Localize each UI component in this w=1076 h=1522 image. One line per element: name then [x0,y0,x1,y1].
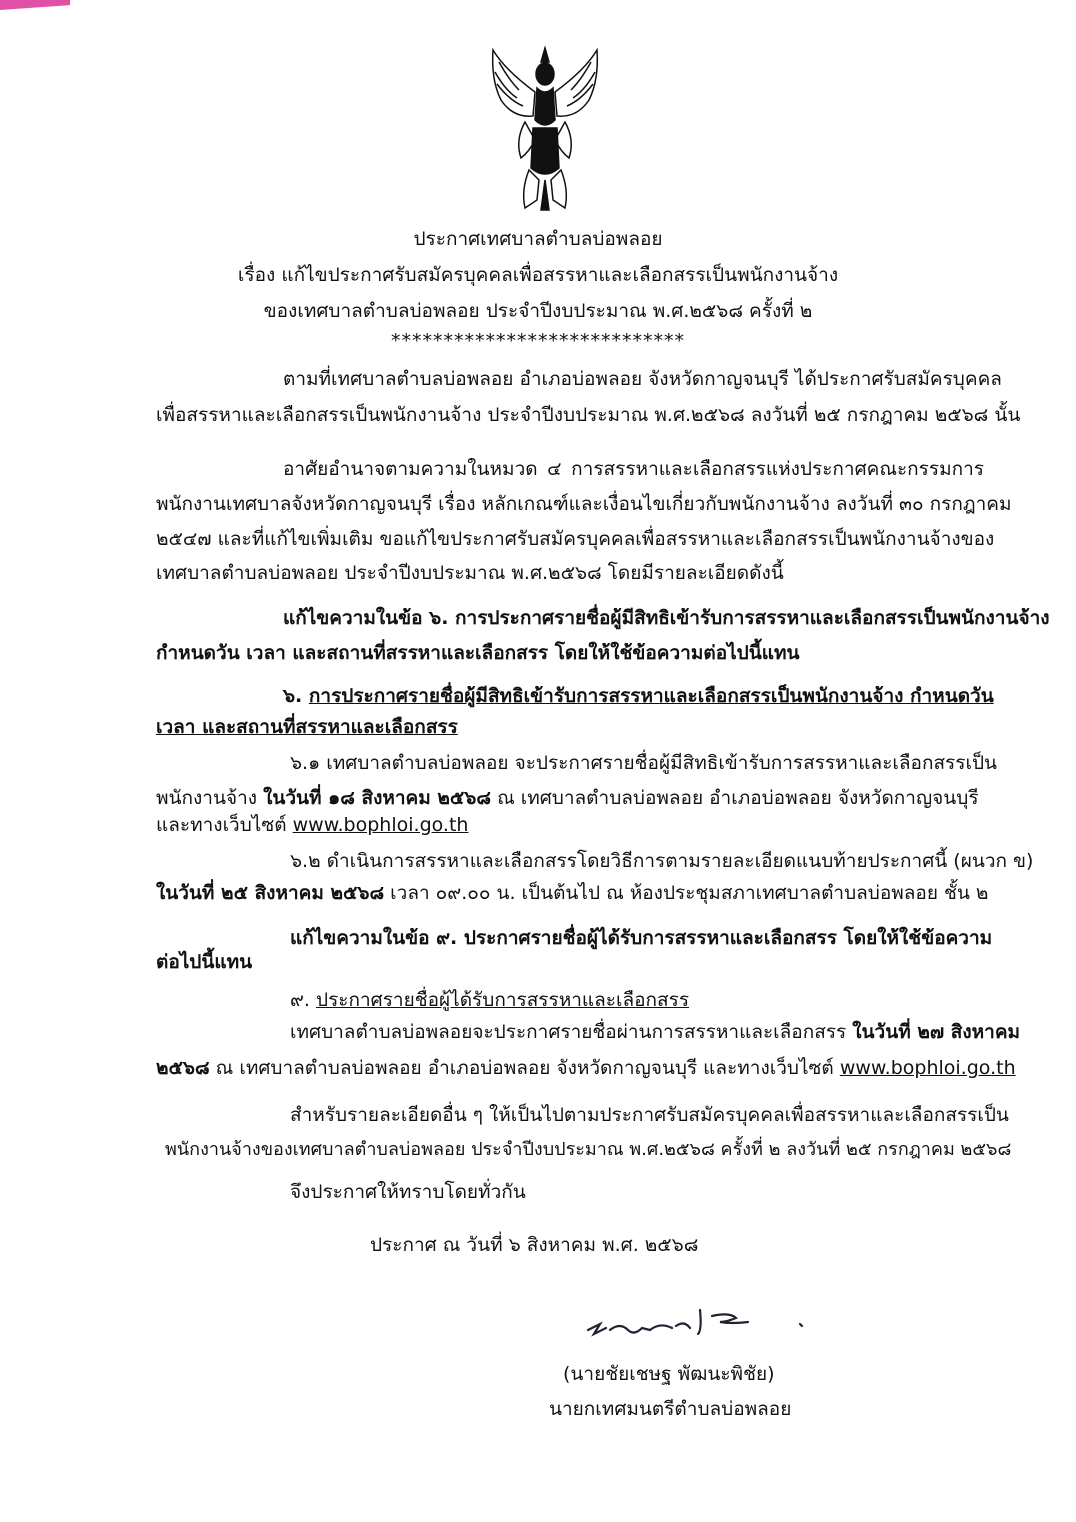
section-6-1-website-label: และทางเว็บไซต์ [156,814,287,836]
section-9-title: ประกาศรายชื่อผู้ได้รับการสรรหาและเลือกสรร [316,989,690,1011]
section-9-number: ๙. [290,989,310,1011]
section-6-2-date: ในวันที่ ๒๕ สิงหาคม ๒๕๖๘ [156,882,385,904]
paragraph-2-line-4: เทศบาลตำบลบ่อพลอย ประจำปีงบประมาณ พ.ศ.๒๕๖๘ โดยมีรายละเอียดดังนี้ [156,562,784,584]
garuda-emblem-icon [485,40,605,215]
announcement-date: ประกาศ ณ วันที่ ๖ สิงหาคม พ.ศ. ๒๕๖๘ [370,1234,699,1256]
section-6-title: การประกาศรายชื่อผู้มีสิทธิเข้ารับการสรรหาและเลือกสรรเป็นพนักงานจ้าง กำหนดวัน [308,685,994,707]
section-6-2-line-2 [156,880,989,906]
section-6-1-line-2-a: พนักงานจ้าง [156,787,258,809]
section-6-1-date: ในวันที่ ๑๘ สิงหาคม ๒๕๖๘ [263,787,492,809]
signer-position: นายกเทศมนตรีตำบลบ่อพลอย [549,1398,792,1420]
section-6-heading-line-2: เวลา และสถานที่สรรหาและเลือกสรร [156,716,458,738]
signature [580,1300,830,1350]
paragraph-2-line-2: พนักงานเทศบาลจังหวัดกาญจนบุรี เรื่อง หลักเกณฑ์และเงื่อนไขเกี่ยวกับพนักงานจ้าง ลงวันที่ ๓๐ กรกฎาคม [156,493,1012,515]
paragraph-4-line-1: แก้ไขความในข้อ ๙. ประกาศรายชื่อผู้ได้รับการสรรหาและเลือกสรร โดยให้ใช้ข้อความ [290,927,993,949]
section-6-heading-line-1 [283,683,994,709]
signer-name: (นายชัยเชษฐ พัฒนะพิชัย) [563,1363,775,1385]
paragraph-5-line-1: สำหรับรายละเอียดอื่น ๆ ให้เป็นไปตามประกาศรับสมัครบุคคลเพื่อสรรหาและเลือกสรรเป็น [290,1104,1009,1126]
section-6-1-line-1: ๖.๑ เทศบาลตำบลบ่อพลอย จะประกาศรายชื่อผู้มีสิทธิเข้ารับการสรรหาและเลือกสรรเป็น [290,752,998,774]
separator-stars: **************************** [391,330,685,352]
paragraph-3-line-2: กำหนดวัน เวลา และสถานที่สรรหาและเลือกสรร โดยให้ใช้ข้อความต่อไปนี้แทน [156,642,800,664]
subject-line-1: เรื่อง แก้ไขประกาศรับสมัครบุคคลเพื่อสรรหาและเลือกสรรเป็นพนักงานจ้าง [237,264,839,286]
paragraph-2-line-3: ๒๕๔๗ และที่แก้ไขเพิ่มเติม ขอแก้ไขประกาศรับสมัครบุคคลเพื่อสรรหาและเลือกสรรเป็นพนักงานจ้างของ [156,528,995,550]
paragraph-1-line-1: ตามที่เทศบาลตำบลบ่อพลอย อำเภอบ่อพลอย จังหวัดกาญจนบุรี ได้ประกาศรับสมัครบุคคล [283,368,1002,390]
section-6-1-line-2 [156,785,984,811]
paragraph-5-line-2: พนักงานจ้างของเทศบาลตำบลบ่อพลอย ประจำปีงบประมาณ พ.ศ.๒๕๖๘ ครั้งที่ ๒ ลงวันที่ ๒๕ กรกฎาคม ๒๕๖๘ [165,1139,1012,1160]
section-6-2-line-1: ๖.๒ ดำเนินการสรรหาและเลือกสรรโดยวิธีการตามรายละเอียดแนบท้ายประกาศนี้ (ผนวก ข) [290,850,1034,872]
paragraph-3-line-1: แก้ไขความในข้อ ๖. การประกาศรายชื่อผู้มีสิทธิเข้ารับการสรรหาและเลือกสรรเป็นพนักงานจ้าง [283,607,1050,629]
paragraph-2-line-1: อาศัยอำนาจตามความในหมวด ๔ การสรรหาและเลือกสรรแห่งประกาศคณะกรรมการ [283,458,984,480]
website-link-2[interactable]: www.bophloi.go.th [839,1057,1016,1079]
section-6-1-line-3 [156,812,468,838]
section-9-line-1-a: เทศบาลตำบลบ่อพลอยจะประกาศรายชื่อผ่านการสรรหาและเลือกสรร [290,1021,847,1043]
section-9-year: ๒๕๖๘ [156,1057,210,1079]
announcement-title: ประกาศเทศบาลตำบลบ่อพลอย [413,228,663,250]
section-9-line-2-b: ณ เทศบาลตำบลบ่อพลอย อำเภอบ่อพลอย จังหวัดกาญจนบุรี และทางเว็บไซต์ [215,1057,834,1079]
section-9-heading [290,987,689,1013]
section-9-date: ในวันที่ ๒๗ สิงหาคม [852,1021,1021,1043]
subject-line-2: ของเทศบาลตำบลบ่อพลอย ประจำปีงบประมาณ พ.ศ.๒๕๖๘ ครั้งที่ ๒ [263,300,813,322]
closing-statement: จึงประกาศให้ทราบโดยทั่วกัน [290,1181,526,1203]
paragraph-1-line-2: เพื่อสรรหาและเลือกสรรเป็นพนักงานจ้าง ประจำปีงบประมาณ พ.ศ.๒๕๖๘ ลงวันที่ ๒๕ กรกฎาคม ๒๕๖๘ นั้น [156,404,1021,426]
section-6-number: ๖. [283,685,303,707]
section-6-1-line-2-c: ณ เทศบาลตำบลบ่อพลอย อำเภอบ่อพลอย จังหวัดกาญจนบุรี [497,787,979,809]
section-9-line-1 [290,1019,1021,1045]
section-9-line-2 [156,1055,1016,1081]
section-6-2-time-place: เวลา ๐๙.๐๐ น. เป็นต้นไป ณ ห้องประชุมสภาเทศบาลตำบลบ่อพลอย ชั้น ๒ [390,882,989,904]
website-link[interactable]: www.bophloi.go.th [292,814,469,836]
paragraph-4-line-2: ต่อไปนี้แทน [156,951,253,973]
corner-highlight [0,0,70,10]
